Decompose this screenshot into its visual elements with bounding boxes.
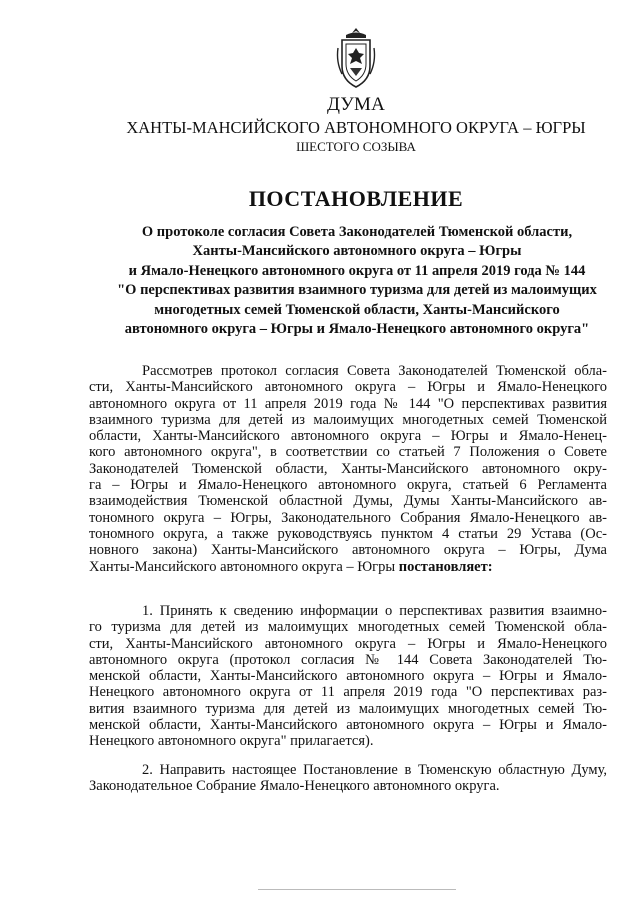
subject-line: "О перспективах развития взаимного туризма для детей из малоимущих — [117, 282, 597, 299]
paragraph-line-final — [89, 559, 607, 575]
paragraph-line: области, Ханты-Мансийского автономного округа – Югры и Ямало-Ненец- — [89, 428, 607, 445]
item-2-paragraph — [89, 762, 607, 795]
paragraph-line: менской области, Ханты-Мансийского автономного округа – Югры и Ямало- — [89, 717, 607, 734]
organization-region: ХАНТЫ-МАНСИЙСКОГО АВТОНОМНОГО ОКРУГА – ЮГРЫ — [126, 118, 586, 137]
coat-of-arms-emblem-icon — [334, 26, 378, 90]
paragraph-line: автономного округа (протокол согласия № 144 Совета Законодателей Тю- — [89, 651, 607, 668]
subject-line: автономного округа – Югры и Ямало-Ненецкого автономного округа" — [124, 321, 590, 338]
paragraph-line: Ненецкого автономного округа" прилагается). — [89, 733, 374, 750]
paragraph-line: 2. Направить настоящее Постановление в Тюменскую областную Думу, — [142, 762, 607, 778]
organization-name: ДУМА — [326, 94, 386, 115]
paragraph-line: новного закона) Ханты-Мансийского автономного округа – Югры, Дума — [89, 542, 607, 559]
paragraph-line: Законодателей Тюменской области, Ханты-Мансийского автономного окру- — [89, 460, 607, 477]
convocation: ШЕСТОГО СОЗЫВА — [296, 139, 416, 154]
resolves-word: постановляет: — [398, 558, 493, 575]
paragraph-line: сти, Ханты-Мансийского автономного округа – Югры и Ямало-Ненецкого — [89, 635, 607, 652]
footer-divider — [258, 889, 456, 890]
preamble-paragraph — [89, 363, 607, 575]
paragraph-line: автономного округа от 11 апреля 2019 года № 144 "О перспективах развития — [89, 395, 607, 412]
paragraph-line: взаимодействия Тюменской областной Думы, Думы Ханты-Мансийского ав- — [89, 493, 607, 510]
document-type-title: ПОСТАНОВЛЕНИЕ — [248, 186, 464, 211]
paragraph-line-text: Ханты-Мансийского автономного округа – Югры — [89, 558, 396, 575]
paragraph-line: Законодательное Собрание Ямало-Ненецкого автономного округа. — [89, 778, 500, 795]
item-1-paragraph — [89, 603, 607, 750]
paragraph-line: вития взаимного туризма для детей из малоимущих многодетных семей Тю- — [89, 700, 607, 717]
paragraph-line: менской области, Ханты-Мансийского автономного округа – Югры и Ямало- — [89, 668, 607, 685]
paragraph-line: взаимного туризма для детей из малоимущих многодетных семей Тюменской — [89, 411, 607, 428]
paragraph-line: го туризма для детей из малоимущих многодетных семей Тюменской обла- — [89, 619, 607, 636]
paragraph-line: Рассмотрев протокол согласия Совета Законодателей Тюменской обла- — [142, 363, 607, 379]
paragraph-line: Ненецкого автономного округа от 11 апреля 2019 года "О перспективах раз- — [89, 684, 607, 701]
document-subject — [92, 223, 622, 339]
paragraph-line: 1. Принять к сведению информации о перспективах развития взаимно- — [142, 603, 607, 619]
paragraph-line: сти, Ханты-Мансийского автономного округа – Югры и Ямало-Ненецкого — [89, 379, 607, 396]
paragraph-line: тономного округа, а также руководствуясь пунктом 4 статьи 29 Устава (Ос- — [89, 525, 607, 542]
subject-line: многодетных семей Тюменской области, Ханты-Мансийского — [154, 301, 560, 318]
subject-line: и Ямало-Ненецкого автономного округа от 11 апреля 2019 года № 144 — [128, 262, 586, 279]
subject-line: Ханты-Мансийского автономного округа – Югры — [192, 243, 522, 260]
paragraph-line: га – Югры и Ямало-Ненецкого автономного округа, статьей 6 Регламента — [89, 477, 607, 494]
subject-line: О протоколе согласия Совета Законодателей Тюменской области, — [141, 224, 573, 240]
paragraph-line: тономного округа – Югры, Законодательного Собрания Ямало-Ненецкого ав- — [89, 509, 607, 526]
paragraph-line: кого автономного округа", в соответствии со статьей 7 Положения о Совете — [89, 444, 607, 461]
